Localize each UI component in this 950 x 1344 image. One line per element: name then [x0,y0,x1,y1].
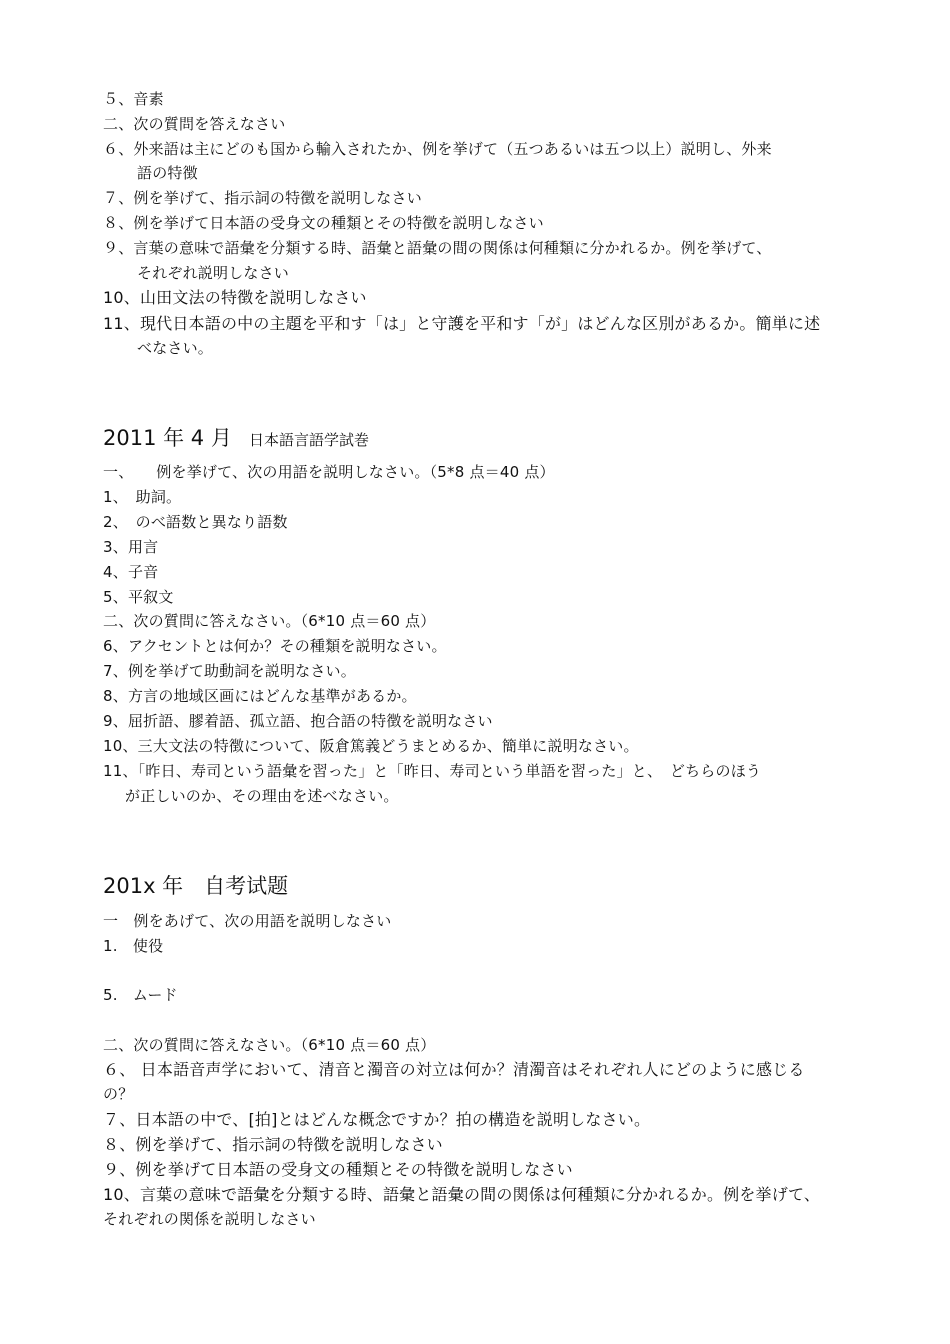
s1-q7: ７、例を挙げて、指示詞の特徴を説明しなさい [103,189,422,207]
s2-q11-line1: 11、「昨日、寿司という語彙を習った」と「昨日、寿司という単語を習った」と、 どちらのほう [103,762,762,780]
s3-item-1: 1. 使役 [103,937,164,955]
s2-section-one-heading: 一、 例を挙げて、次の用語を説明しなさい。（5*8 点＝40 点） [103,463,555,481]
s2-item-3: 3、用言 [103,538,159,556]
s1-section-two-heading: 二、次の質問を答えなさい [103,115,286,133]
s2-item-5: 5、平叙文 [103,588,174,606]
s2-section-two-heading: 二、次の質問に答えなさい。（6*10 点＝60 点） [103,612,436,630]
s2-q7: 7、例を挙げて助動詞を説明なさい。 [103,662,356,680]
s2-q11-line2: が正しいのか、その理由を述べなさい。 [125,787,399,805]
s2-item-4: 4、子音 [103,563,159,581]
s3-section-two-heading: 二、次の質問に答えなさい。（6*10 点＝60 点） [103,1036,436,1054]
s3-heading: 201x 年 自考试题 [103,874,289,898]
s3-q6-line2: の？ [103,1085,134,1103]
s2-heading [103,425,369,451]
s2-item-2: 2、 のべ語数と異なり語数 [103,513,288,531]
s3-q8: ８、例を挙げて、指示詞の特徴を説明しなさい [103,1135,443,1154]
s1-q9-line1: ９、言葉の意味で語彙を分類する時、語彙と語彙の間の関係は何種類に分かれるか。例を挙げて、 [103,239,772,257]
s3-q10-line1: 10、言葉の意味で語彙を分類する時、語彙と語彙の間の関係は何種類に分かれるか。例を挙げて、 [103,1185,821,1204]
s2-q8: 8、方言の地域区画にはどんな基準があるか。 [103,687,417,705]
s1-q9-line2: それぞれ説明しなさい [137,264,290,282]
s2-q9: 9、屈折語、膠着語、孤立語、抱合語の特徴を説明なさい [103,712,493,730]
s3-q9: ９、例を挙げて日本語の受身文の種類とその特徴を説明しなさい [103,1160,573,1179]
s1-q6-line2: 語の特徴 [137,164,198,182]
s3-q6-line1: ６、 日本語音声学において、清音と濁音の対立は何か？清濁音はそれぞれ人にどのように感じる [103,1060,805,1079]
s2-heading-date: 2011 年 4 月 [103,426,232,450]
s1-line-5-onso: ５、音素 [103,90,164,108]
s1-q11-line1: 11、現代日本語の中の主題を平和す「は」と守護を平和す「が」はどんな区別があるか。簡単に述 [103,314,821,333]
s1-q11-line2: べなさい。 [137,339,214,357]
s3-q7: ７、日本語の中で、[拍]とはどんな概念ですか？拍の構造を説明しなさい。 [103,1110,651,1129]
s1-q6-line1: ６、外来語は主にどのも国から輸入されたか、例を挙げて（五つあるいは五つ以上）説明し、外来 [103,140,772,158]
s3-item-5: 5. ムード [103,986,178,1004]
s2-q6: 6、アクセントとは何か？その種類を説明なさい。 [103,637,447,655]
s2-item-1: 1、 助詞。 [103,488,182,506]
s1-q8: ８、例を挙げて日本語の受身文の種類とその特徴を説明しなさい [103,214,544,232]
s2-q10: 10、三大文法の特徴について、阪倉篤義どうまとめるか、簡単に説明なさい。 [103,737,639,755]
s3-q10-line2: それぞれの関係を説明しなさい [103,1210,316,1228]
s1-q10: 10、山田文法の特徴を説明しなさい [103,288,367,307]
s3-section-one-heading: 一 例をあげて、次の用語を説明しなさい [103,912,392,930]
s2-heading-title: 日本語言語学試巻 [248,431,369,449]
